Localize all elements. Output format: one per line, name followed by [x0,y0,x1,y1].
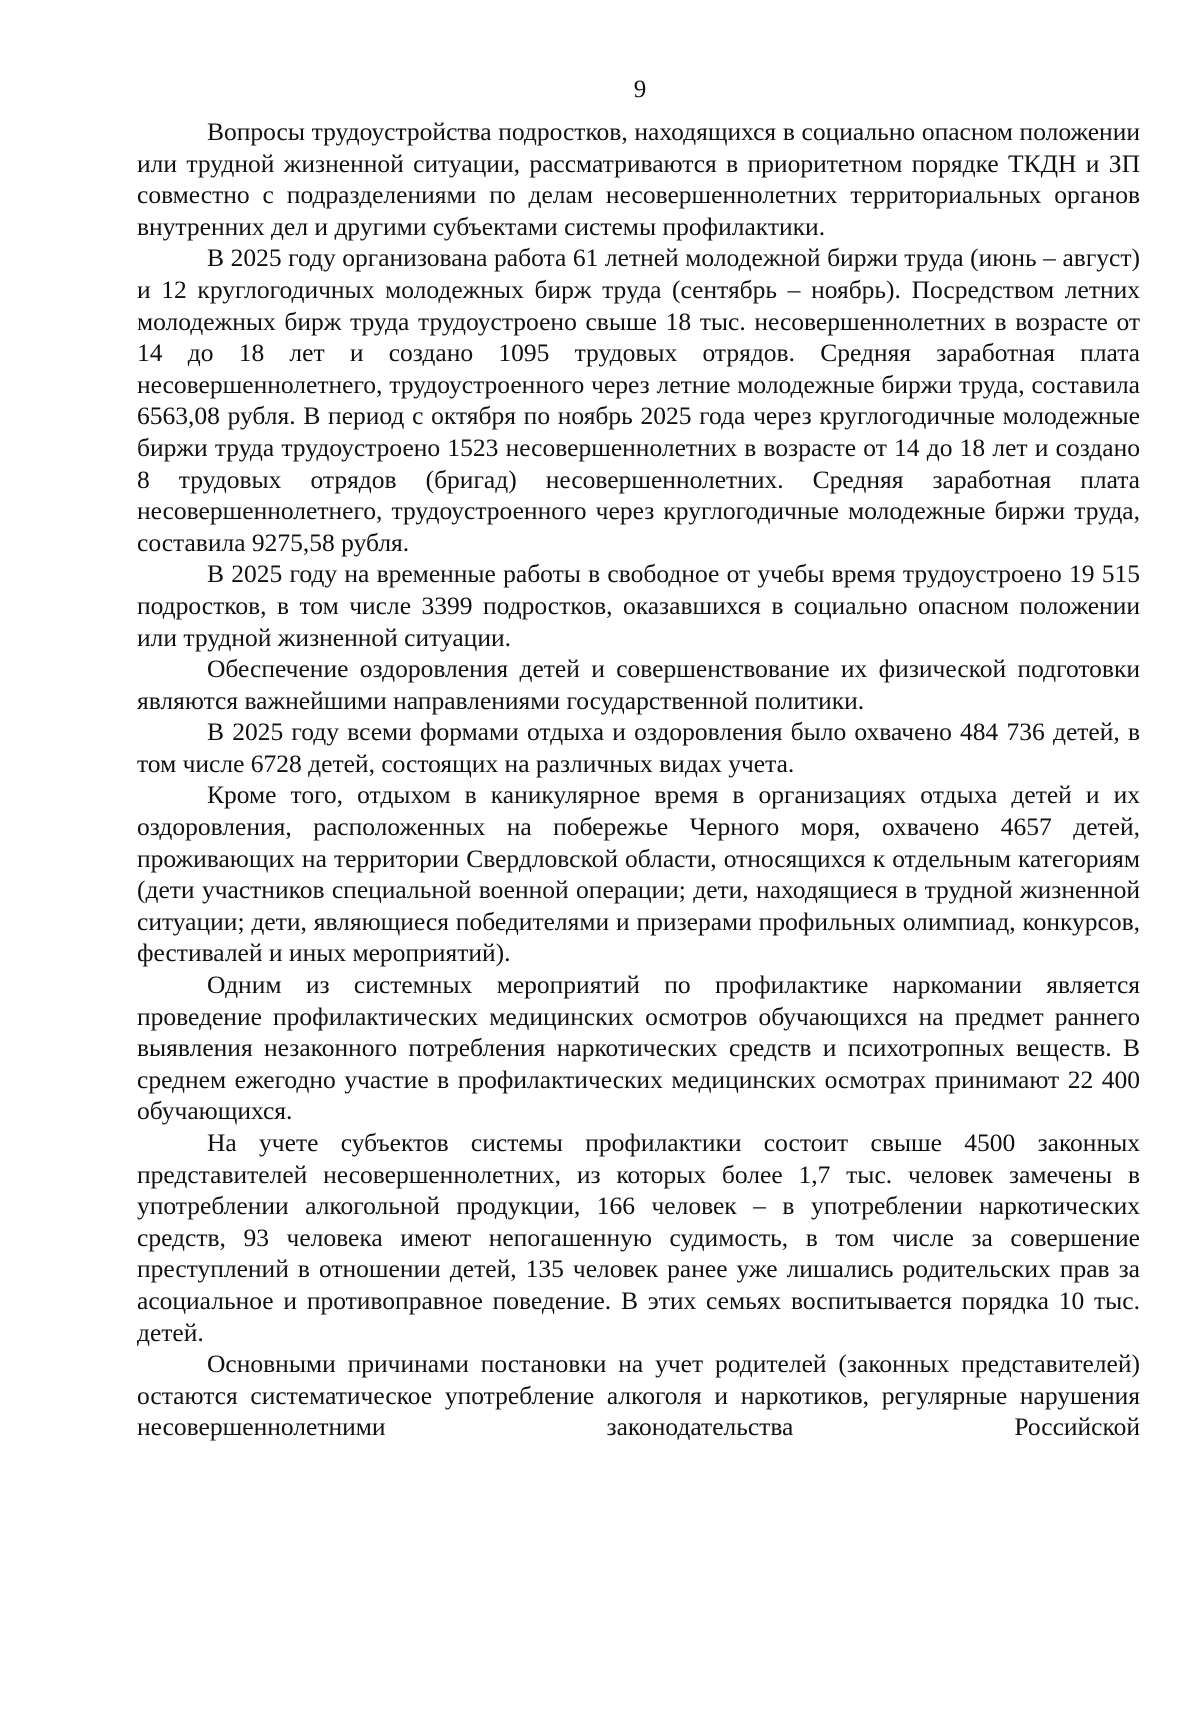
paragraph-registration-reasons: Основными причинами постановки на учет родителей (законных представителей) остаются систематическое употребление алкоголя и наркотиков, регулярные нарушения несовершеннолетними законодательства Российской [137,1349,1140,1442]
paragraph-drug-prevention-exams: Одним из системных мероприятий по профилактике наркомании является проведение профилактических медицинских осмотров обучающихся на предмет раннего выявления незаконного потребления наркотических средств и психотропных веществ. В среднем ежегодно участие в профилактических медицинских осмотрах принимают 22 400 обучающихся. [137,970,1140,1126]
paragraph-registered-parents: На учете субъектов системы профилактики состоит свыше 4500 законных представителей несовершеннолетних, из которых более 1,7 тыс. человек замечены в употреблении алкогольной продукции, 166 человек – в употреблении наркотических средств, 93 человека имеют непогашенную судимость, в том числе за совершение преступлений в отношении детей, 135 человек ранее уже лишались родительских прав за асоциальное и противоправное поведение. В этих семьях воспитывается порядка 10 тыс. детей. [137,1128,1140,1347]
paragraph-youth-employment-priority: Вопросы трудоустройства подростков, находящихся в социально опасном положении или трудной жизненной ситуации, рассматриваются в приоритетном порядке ТКДН и ЗП совместно с подразделениями по делам несовершеннолетних территориальных органов внутренних дел и другими субъектами системы профилактики. [137,117,1140,241]
document-body [137,116,1140,1443]
paragraph-health-policy: Обеспечение оздоровления детей и совершенствование их физической подготовки являются важнейшими направлениями государственной политики. [137,654,1140,715]
page-number: 9 [633,76,647,103]
paragraph-recreation-coverage: В 2025 году всеми формами отдыха и оздоровления было охвачено 484 736 детей, в том числе 6728 детей, состоящих на различных видах учета. [137,717,1140,778]
paragraph-temporary-jobs: В 2025 году на временные работы в свободное от учебы время трудоустроено 19 515 подростков, в том числе 3399 подростков, оказавшихся в социально опасном положении или трудной жизненной ситуации. [137,559,1140,652]
paragraph-black-sea-recreation: Кроме того, отдыхом в каникулярное время в организациях отдыха детей и их оздоровления, расположенных на побережье Черного моря, охвачено 4657 детей, проживающих на территории Свердловской области, относящихся к отдельным категориям (дети участников специальной военной операции; дети, находящиеся в трудной жизненной ситуации; дети, являющиеся победителями и призерами профильных олимпиад, конкурсов, фестивалей и иных мероприятий). [137,780,1140,968]
paragraph-youth-labor-exchanges: В 2025 году организована работа 61 летней молодежной биржи труда (июнь – август) и 12 круглогодичных молодежных бирж труда (сентябрь – ноябрь). Посредством летних молодежных бирж труда трудоустроено свыше 18 тыс. несовершеннолетних в возрасте от 14 до 18 лет и создано 1095 трудовых отрядов. Средняя заработная плата несовершеннолетнего, трудоустроенного через летние молодежные биржи труда, составила 6563,08 рубля. В период с октября по ноябрь 2025 года через круглогодичные молодежные биржи труда трудоустроено 1523 несовершеннолетних в возрасте от 14 до 18 лет и создано 8 трудовых отрядов (бригад) несовершеннолетних. Средняя заработная плата несовершеннолетнего, трудоустроенного через круглогодичные молодежные биржи труда, составила 9275,58 рубля. [137,243,1140,557]
